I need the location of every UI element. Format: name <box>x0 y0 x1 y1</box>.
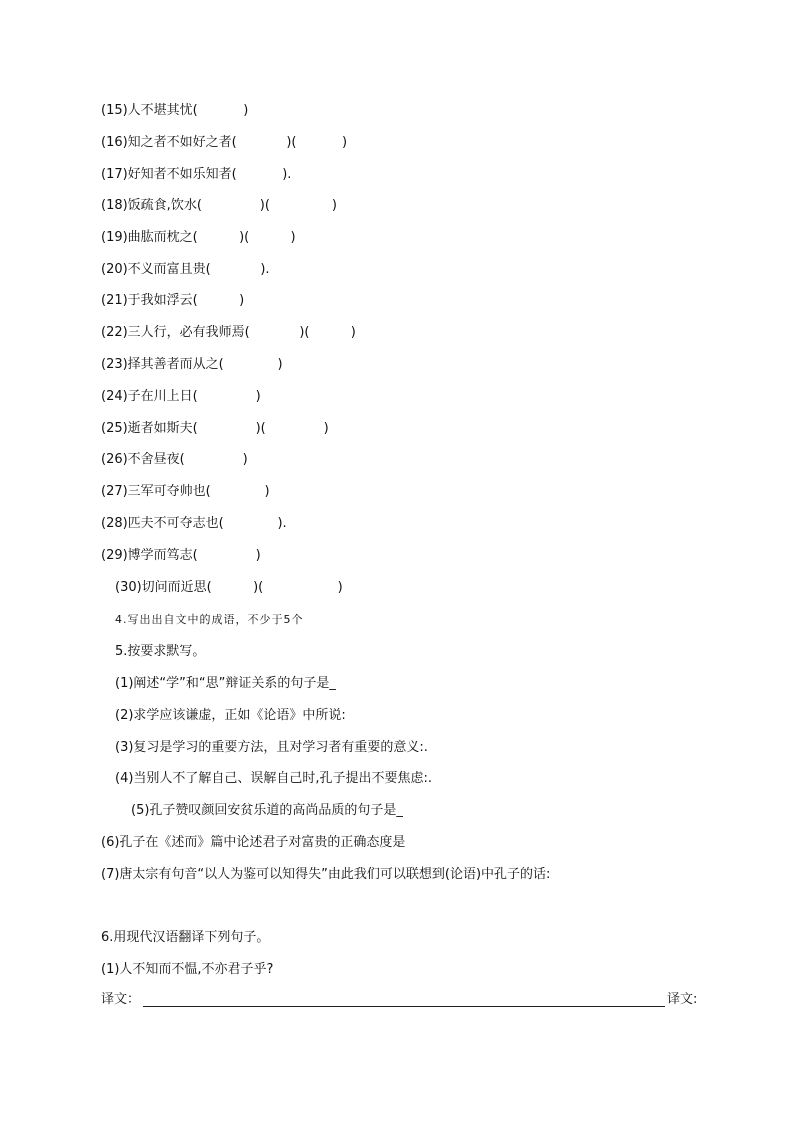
item-26: (26)不舍昼夜( ) <box>101 452 248 467</box>
item-24: (24)子在川上日( ) <box>101 389 261 404</box>
translation-label: 译文： <box>101 992 141 1007</box>
question-5-6: (6)孔子在《述而》篇中论述君子对富贵的正确态度是 <box>101 835 406 850</box>
question-5-2: (2)求学应该谦虚，正如《论语》中所说: <box>115 708 346 723</box>
item-29: (29)博学而笃志( ) <box>101 548 261 563</box>
question-4: 4.写出出自文中的成语，不少于5个 <box>115 613 304 626</box>
question-5-3: (3)复习是学习的重要方法，且对学习者有重要的意义:. <box>115 740 428 755</box>
translation-answer-line[interactable] <box>143 1006 665 1007</box>
item-27: (27)三军可夺帅也( ) <box>101 484 270 499</box>
question-5-1: (1)阐述“学”和“思”辩证关系的句子是_ <box>115 676 336 691</box>
question-5-heading: 5.按要求默写。 <box>115 644 206 659</box>
question-6-1: (1)人不知而不愠,不亦君子乎? <box>101 962 274 977</box>
item-18: (18)饭疏食,饮水( )( ) <box>101 198 337 213</box>
item-21: (21)于我如浮云( ) <box>101 293 245 308</box>
item-15: (15)人不堪其忧( ) <box>101 103 249 118</box>
translation-label-right: 译文: <box>667 992 698 1007</box>
item-25: (25)逝者如斯夫( )( ) <box>101 421 329 436</box>
translation-row <box>101 992 704 1010</box>
item-28: (28)匹夫不可夺志也( ). <box>101 516 287 531</box>
item-20: (20)不义而富且贵( ). <box>101 262 270 277</box>
item-16: (16)知之者不如好之者( )( ) <box>101 135 348 150</box>
item-22: (22)三人行，必有我师焉( )( ) <box>101 325 356 340</box>
item-19: (19)曲肱而枕之( )( ) <box>101 230 296 245</box>
question-6-heading: 6.用现代汉语翻译下列句子。 <box>101 930 270 945</box>
item-30: (30)切问而近思( )( ) <box>115 580 343 595</box>
question-5-7: (7)唐太宗有句音“以人为鉴可以知得失”由此我们可以联想到(论语)中孔子的话: <box>101 867 551 882</box>
question-5-5: (5)孔子赞叹颜回安贫乐道的高尚品质的句子是_ <box>131 803 403 818</box>
item-23: (23)择其善者而从之( ) <box>101 357 283 372</box>
item-17: (17)好知者不如乐知者( ). <box>101 167 292 182</box>
question-5-4: (4)当别人不了解自己、误解自己时,孔子提出不要焦虑:. <box>115 771 433 786</box>
